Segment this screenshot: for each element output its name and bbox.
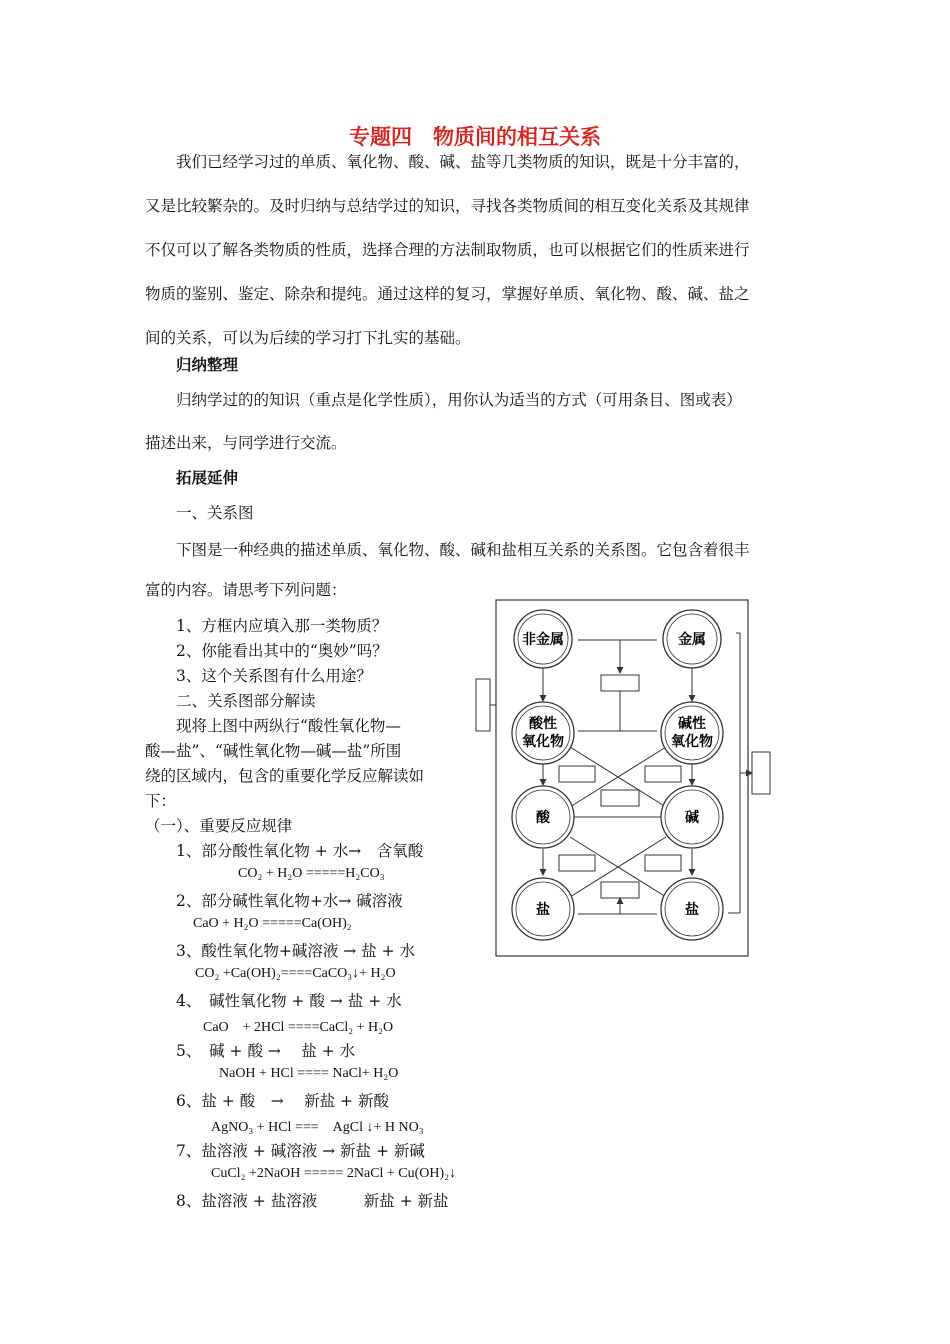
node-basic-oxide [661,702,723,764]
left-blank-box [476,679,490,731]
node-base [661,786,723,848]
right-blank-box [752,752,770,794]
rule-5: 5、 碱 + 酸 → 盐 + 水 [176,1042,356,1060]
rule-8: 8、盐溶液 + 盐溶液 新盐 + 新盐 [176,1192,449,1210]
reading-line: 下： [145,792,177,810]
node-acidic-oxide-label-1: 酸性 [529,716,557,732]
equation-2: CaO + H₂O =====Ca(OH)₂ [193,916,352,931]
description-line: 富的内容。请思考下列问题： [145,581,347,599]
section-heading: 一、关系图 [176,504,254,522]
node-acid [512,786,574,848]
summary-heading: 归纳整理 [176,356,239,374]
intro-paragraph [145,140,807,360]
node-basic-oxide-label-1: 碱性 [678,716,706,732]
node-salt-right-label: 盐 [685,902,699,918]
node-acid-label: 酸 [536,810,550,826]
rule-1: 1、部分酸性氧化物 + 水→ 含氧酸 [176,842,424,860]
reading-line: 绕的区域内，包含的重要化学反应解读如 [145,767,425,785]
intro-line: 我们已经学习过的单质、氧化物、酸、碱、盐等几类物质的知识，既是十分丰富的， [176,153,750,171]
question: 1、方框内应填入那一类物质？ [176,617,388,635]
salt-salt-box [601,882,639,898]
rule-2: 2、部分碱性氧化物+水→ 碱溶液 [176,892,403,910]
rule-3: 3、酸性氧化物+碱溶液 → 盐 + 水 [176,942,416,960]
intro-line: 不仅可以了解各类物质的性质，选择合理的方法制取物质，也可以根据它们的性质来进行 [145,241,750,259]
equation-3: CO₂ +Ca(OH)₂====CaCO₃↓+ H₂O [195,966,396,981]
page-title: 专题四 物质间的相互关系 [349,125,601,149]
node-metal-label: 金属 [678,632,706,648]
node-salt-right [661,878,723,940]
node-acidic-oxide [512,702,574,764]
rule-7: 7、盐溶液 + 碱溶液 → 新盐 + 新碱 [176,1142,425,1160]
acid-base-box [601,790,639,806]
summary-line: 归纳学过的的知识（重点是化学性质），用你认为适当的方式（可用条目、图或表） [176,391,742,409]
node-metal [663,610,721,668]
summary-line: 描述出来，与同学进行交流。 [145,434,347,452]
description-line: 下图是一种经典的描述单质、氧化物、酸、碱和盐相互关系的关系图。它包含着很丰 [176,541,750,559]
node-nonmetal-label: 非金属 [522,632,564,648]
cross-box-lower-right [645,855,681,871]
center-top-box [601,675,639,691]
equation-4: CaO + 2HCl ====CaCl₂ + H₂O [203,1020,394,1035]
node-basic-oxide-label-2: 氧化物 [671,734,713,750]
equation-1: CO₂ + H₂O =====H₂CO₃ [238,866,385,881]
equation-7: CuCl₂ +2NaOH ===== 2NaCl + Cu(OH)₂↓ [211,1166,457,1181]
node-nonmetal [514,610,572,668]
rule-4: 4、 碱性氧化物 + 酸 → 盐 + 水 [176,992,402,1010]
rule-6: 6、盐 + 酸 → 新盐 + 新酸 [176,1092,389,1110]
question: 2、你能看出其中的“奥妙”吗？ [176,642,388,660]
intro-line: 又是比较繁杂的。及时归纳与总结学过的知识，寻找各类物质间的相互变化关系及其规律 [145,197,750,215]
intro-line: 物质的鉴别、鉴定、除杂和提纯。通过这样的复习，掌握好单质、氧化物、酸、碱、盐之 [145,285,750,303]
extension-heading: 拓展延伸 [176,469,239,487]
equation-6: AgNO₃ + HCl === AgCl ↓+ H NO₃ [211,1120,424,1135]
relationship-diagram [470,597,790,959]
node-salt-left-label: 盐 [536,902,550,918]
node-salt-left [512,878,574,940]
cross-box-left [559,766,595,782]
question: 3、这个关系图有什么用途？ [176,667,372,685]
reading-line: 现将上图中两纵行“酸性氧化物— [176,717,401,735]
node-base-label: 碱 [685,810,699,826]
intro-line: 间的关系，可以为后续的学习打下扎实的基础。 [145,329,471,347]
equation-5: NaOH + HCl ==== NaCl+ H₂O [219,1066,399,1081]
section-heading: 二、关系图部分解读 [176,692,316,710]
node-acidic-oxide-label-2: 氧化物 [522,734,564,750]
cross-box-lower-left [559,855,595,871]
reading-line: 酸—盐”、“碱性氧化物—碱—盐”所围 [145,742,402,760]
cross-box-right [645,766,681,782]
rules-heading: （一）、重要反应规律 [145,817,293,835]
